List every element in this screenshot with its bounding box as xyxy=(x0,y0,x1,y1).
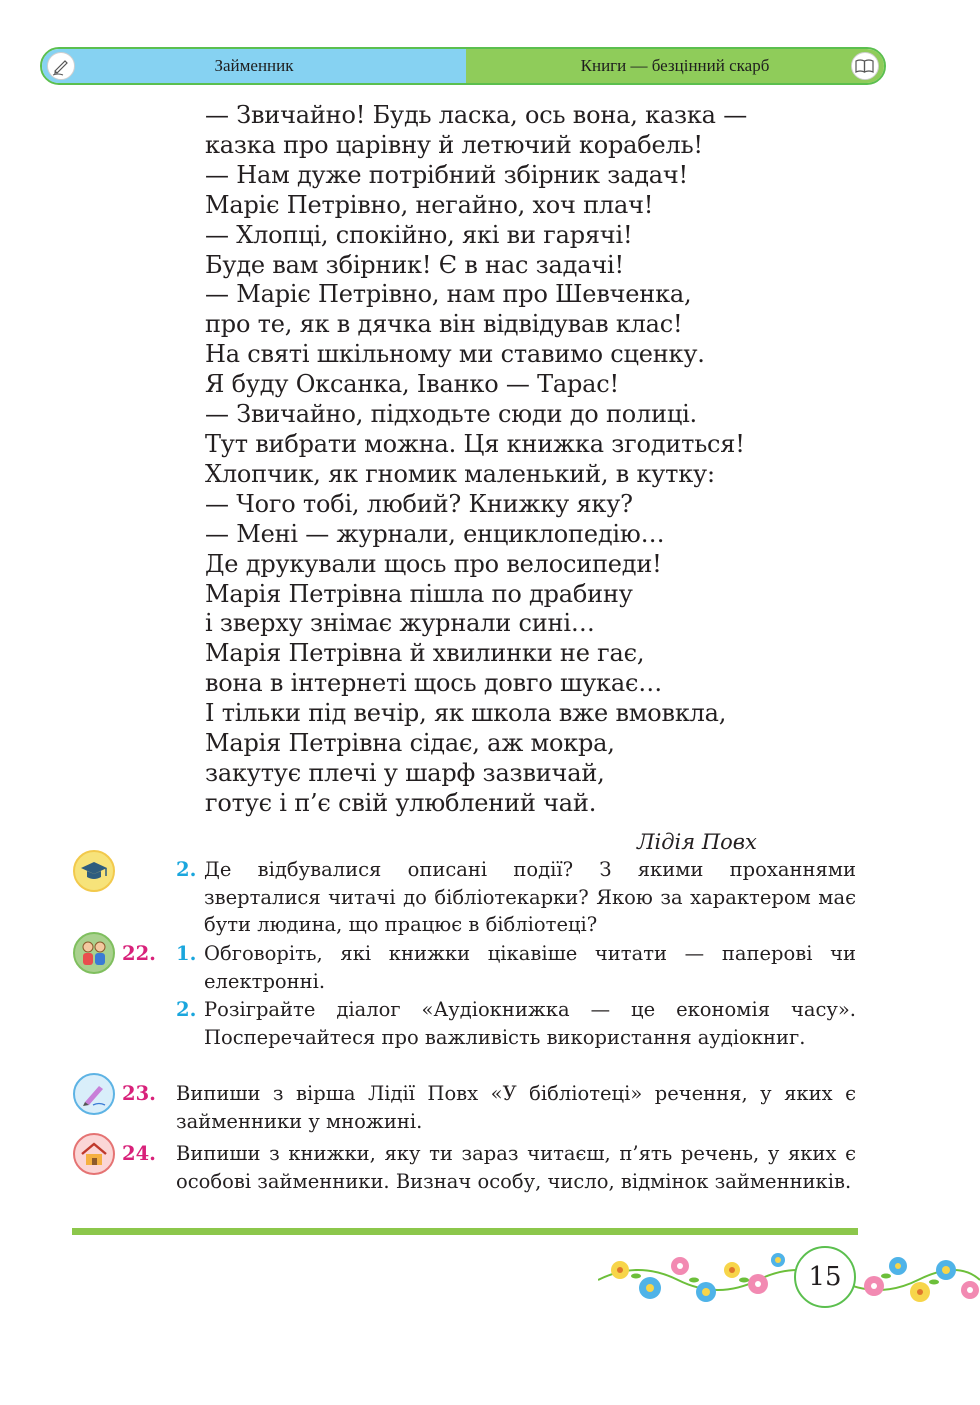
graduation-cap-icon xyxy=(73,850,115,892)
children-pair-icon xyxy=(73,932,115,974)
pencil-writing-icon xyxy=(73,1073,115,1115)
pen-icon xyxy=(47,52,75,80)
poem-line: — Звичайно, підходьте сюди до полиці. xyxy=(205,400,697,429)
poem-line: Маріє Петрівно, негайно, хоч плач! xyxy=(205,190,654,219)
task-22-sub-1-text: Обговоріть, які книжки цікавіше читати — паперові чи електронні. xyxy=(204,942,856,993)
footer-divider xyxy=(72,1228,858,1235)
header-left-section xyxy=(42,49,466,83)
poem-line: вона в інтернеті щось довго шукає… xyxy=(205,669,663,698)
poem-line: Марія Петрівна пішла по драбину xyxy=(205,579,633,608)
poem-line: Марія Петрівна й хвилинки не гає, xyxy=(205,639,645,668)
book-icon xyxy=(851,52,879,80)
poem-line: готує і п’є свій улюблений чай. xyxy=(205,788,597,817)
header-chapter-title: Книги — безцінний скарб xyxy=(580,56,770,75)
poem-line: про те, як в дячка він відвідував клас! xyxy=(205,310,683,339)
poem-line: І тільки під вечір, як школа вже вмовкла, xyxy=(205,699,727,728)
poem-line: — Мені — журнали, енциклопедію… xyxy=(205,519,665,548)
flower-garland-decoration xyxy=(598,1240,980,1320)
task-22-number: 22. xyxy=(122,942,156,965)
poem-line: і зверху знімає журнали сині… xyxy=(205,609,595,638)
poem-line: закутує плечі у шарф зазвичай, xyxy=(205,758,605,787)
poem-line: — Звичайно! Будь ласка, ось вона, казка — xyxy=(205,101,748,129)
task-23-text: Випиши з вірша Лідії Повх «У бібліотеці» речення, у яких є займенники у множині. xyxy=(176,1082,856,1133)
poem-line: Де друкували щось про велосипеди! xyxy=(205,549,662,578)
poem-line: — Хлопці, спокійно, які ви гарячі! xyxy=(205,220,633,249)
task-23-number: 23. xyxy=(122,1082,156,1105)
task-22-sub-1-number: 1. xyxy=(176,942,197,965)
task-22-sub-2-number: 2. xyxy=(176,998,197,1021)
poem-line: Я буду Оксанка, Іванко — Тарас! xyxy=(205,370,619,399)
house-icon xyxy=(73,1133,115,1175)
poem-line: — Чого тобі, любий? Книжку яку? xyxy=(205,489,633,518)
poem-author: Лідія Повх xyxy=(637,830,757,854)
poem-line: казка про царівну й летючий корабель! xyxy=(205,130,703,159)
task-21-sub-2-text: Де відбувалися описані події? З якими проханнями зверталися читачі до бібліотекарки? Якою за характером має бути людина, що працює в бібліотеці? xyxy=(204,858,856,936)
poem-line: Марія Петрівна сідає, аж мокра, xyxy=(205,729,615,758)
page-header xyxy=(40,47,886,85)
page-number: 15 xyxy=(794,1246,856,1308)
header-section-title: Займенник xyxy=(214,56,294,75)
task-21-sub-2-number: 2. xyxy=(176,858,197,881)
poem-line: На святі шкільному ми ставимо сценку. xyxy=(205,340,705,369)
header-right-section xyxy=(466,49,884,83)
poem-line: — Нам дуже потрібний збірник задач! xyxy=(205,160,688,189)
task-24-number: 24. xyxy=(122,1142,156,1165)
task-22-sub-2-text: Розіграйте діалог «Аудіокнижка — це економія часу». Посперечайтеся про важливість використання аудіокниг. xyxy=(204,998,856,1049)
poem-line: Хлопчик, як гномик маленький, в кутку: xyxy=(205,459,715,488)
poem-text xyxy=(205,101,747,819)
poem-line: Буде вам збірник! Є в нас задачі! xyxy=(205,250,624,279)
task-24-text: Випиши з книжки, яку ти зараз читаєш, п’ять речень, у яких є особові займенники. Визнач особу, число, відмінок займенників. xyxy=(176,1142,856,1193)
poem-line: Тут вибрати можна. Ця книжка згодиться! xyxy=(205,429,745,458)
poem-line: — Маріє Петрівно, нам про Шевченка, xyxy=(205,280,692,309)
